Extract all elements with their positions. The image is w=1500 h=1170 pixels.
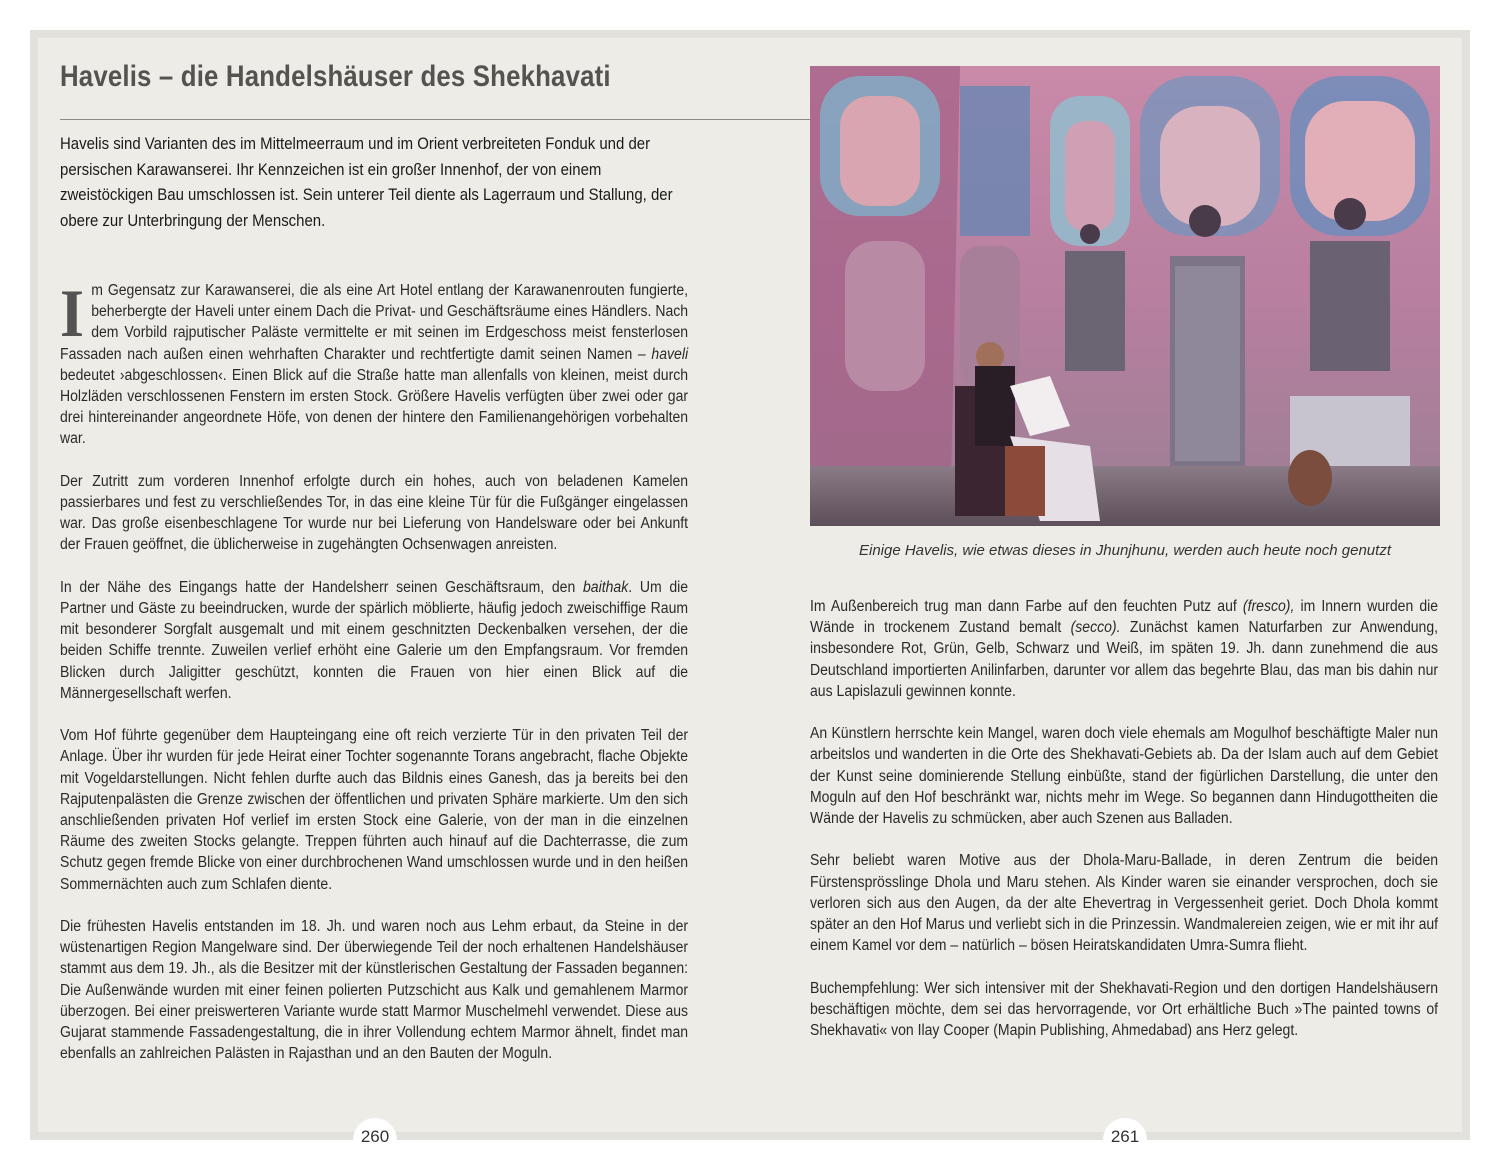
intro-paragraph: Havelis sind Varianten des im Mittelmeerraum und im Orient verbreiteten Fonduk und der persischen Karawanserei. Ihr Kennzeichen ist ein großer Innenhof, der von einem zweistöckigen Bau umschlossen ist. Sein unterer Teil diente als Lagerraum und Stallung, der obere zur Unterbringung der Menschen. [60, 134, 673, 230]
body-paragraph: Vom Hof führte gegenüber dem Haupteingang eine oft reich verzierte Tür in den privaten Teil der Anlage. Über ihr wurden für jede Heirat einer Tochter sogenannte Torans angebracht, flache Objekte mit Vogeldarstellungen. Nicht fehlen durfte auch das Bildnis eines Ganesh, das ja bereits bei den Rajputenpalästen die Grenze zwischen der öffentlichen und privaten Sphäre markierte. Um den sich anschließenden privaten Hof verlief im ersten Stock eine Galerie, von der man in die einzelnen Räume des zweiten Stocks gelangte. Treppen führten auch hinauf auf die Dachterrasse, die zum Schutz gegen fremde Blicke von einer durchbrochenen Wand umschlossen wurde und in den heißen Sommernächten auch zum Schlafen diente. [60, 727, 689, 893]
body-paragraph: Buchempfehlung: Wer sich intensiver mit der Shekhavati-Region und den dortigen Handelshäusern beschäftigen möchte, dem sei das hervorragende, vor Ort erhältliche Buch »The painted towns of Shekhavati« von Ilay Cooper (Mapin Publishing, Ahmedabad) ans Herz gelegt. [810, 979, 1439, 1040]
body-paragraph: Im Gegensatz zur Karawanserei, die als eine Art Hotel entlang der Karawanenrouten fungierte, beherbergte der Haveli unter einem Dach die Privat- und Geschäftsräume eines Händlers. Nach dem Vorbild rajputischer Paläste vermittelte er mit seinen im Erdgeschoss meist fensterlosen Fassaden nach außen einen wehrhaften Charakter und rechtfertigte damit seinen Namen – haveli bedeutet ›abgeschlossen‹. Einen Blick auf die Straße hatte man allenfalls von kleinen, meist durch Holzläden verschlossenen Fenstern im ersten Stock. Größere Havelis verfügten über zwei oder gar drei hintereinander angeordnete Höfe, von denen der hintere den Familienangehörigen vorbehalten war. [60, 275, 689, 448]
right-column [810, 596, 1440, 1062]
drop-cap: I [60, 275, 84, 351]
title-rule [60, 119, 812, 120]
body-paragraph: Die frühesten Havelis entstanden im 18. Jh. und waren noch aus Lehm erbaut, da Steine in der wüstenartigen Region Mangelware sind. Der überwiegende Teil der noch erhaltenen Handelshäuser stammt aus dem 19. Jh., als die Besitzer mit der künstlerischen Gestaltung der Fassaden begannen: Die Außenwände wurden mit einer feinen polierten Putzschicht aus Kalk und gemahlenem Marmor überzogen. Bei einer preiswerteren Variante wurde statt Marmor Muschelmehl verwendet. Diese aus Gujarat stammende Fassadengestaltung, die in ihrer Vollendung echtem Marmor ähnelt, findet man ebenfalls an zahlreichen Palästen in Rajasthan und an den Bauten der Moguln. [60, 918, 689, 1063]
body-paragraph: Sehr beliebt waren Motive aus der Dhola-Maru-Ballade, in deren Zentrum die beiden Fürstensprösslinge Dhola und Maru stehen. Als Kinder waren sie einander versprochen, doch sie verloren sich aus den Augen, da der alte Ehevertrag in Vergessenheit geriet. Doch Dhola kommt später an den Hof Marus und verliebt sich in die Prinzessin. Wandmalereien zeigen, wie er mit ihr auf einem Kamel vor dem – natürlich – bösen Heiratskandidaten Umra-Sumra flieht. [810, 852, 1439, 955]
photo-caption: Einige Havelis, wie etwas dieses in Jhunjhunu, werden auch heute noch genutzt [858, 542, 1391, 559]
body-paragraph: Der Zutritt zum vorderen Innenhof erfolgte durch ein hohes, auch von beladenen Kamelen passierbares und fest zu verschließendes Tor, in das eine kleine Tür für die Fußgänger eingelassen war. Das große eisenbeschlagene Tor wurde nur bei Lieferung von Handelsware oder bei Ankunft der Frauen geöffnet, die üblicherweise in zugehängten Ochsenwagen anreisten. [60, 472, 689, 554]
left-column [60, 275, 690, 1086]
haveli-photo [810, 66, 1440, 526]
body-paragraph: An Künstlern herrschte kein Mangel, waren doch viele ehemals am Mogulhof beschäftigte Maler nun arbeitslos und wanderten in die Orte des Shekhavati-Gebiets ab. Da der Islam auch auf dem Gebiet der Kunst seine dominierende Stellung einbüßte, stand der figürlichen Darstellung, die unter den Moguln auf den Hof beschränkt war, nichts mehr im Wege. So begannen dann Hindugottheiten die Wände der Havelis zu schmücken, aber auch Szenen aus Balladen. [810, 725, 1439, 828]
page-title: Havelis – die Handelshäuser des Shekhavati [60, 60, 611, 93]
body-paragraph: Im Außenbereich trug man dann Farbe auf den feuchten Putz auf (fresco), im Innern wurden die Wände in trockenem Zustand bemalt (secco). Zunächst kamen Naturfarben zur Anwendung, insbesondere Rot, Grün, Gelb, Schwarz und Weiß, im späten 19. Jh. dann zunehmend die aus Deutschland importierten Anilinfarben, darunter vor allem das begehrte Blau, das man bis dahin nur aus Lapislazuli gewinnen konnte. [810, 598, 1439, 700]
page-number-left: 260 [353, 1118, 397, 1162]
body-paragraph: In der Nähe des Eingangs hatte der Handelsherr seinen Geschäftsraum, den baithak. Um die Partner und Gäste zu beeindrucken, wurde der spärlich möblierte, häufig jedoch zweischiffige Raum mit besonderer Sorgfalt ausgemalt und mit einem geschnitzten Deckenbalken versehen, der die beiden Schiffe trennte. Zuweilen verlief erhöht eine Galerie um den Empfangsraum. Vor fremden Blicken durch Jaligitter geschützt, konnten die Frauen von hier einen Blick auf die Männergesellschaft werfen. [60, 578, 689, 702]
page-number-right: 261 [1103, 1118, 1147, 1162]
